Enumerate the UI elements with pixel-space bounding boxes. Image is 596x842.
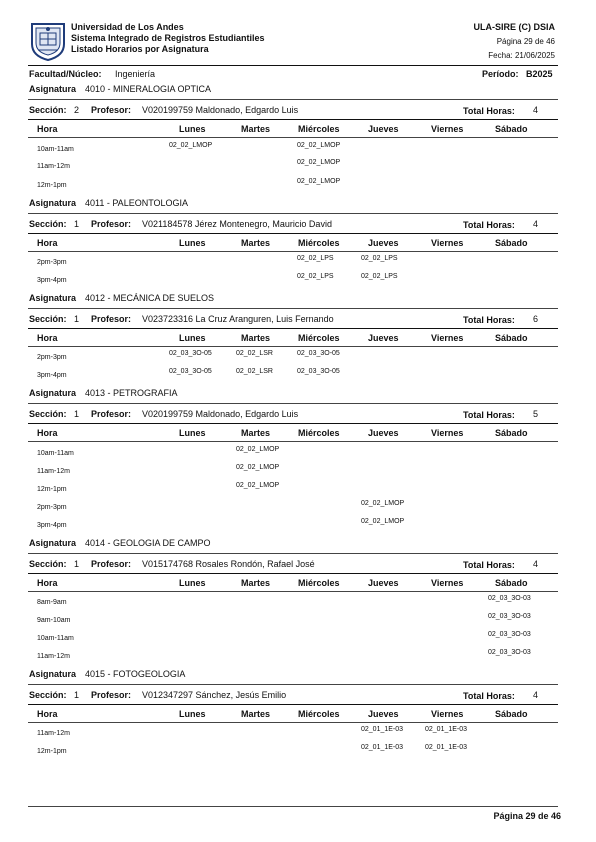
subject-label: Asignatura: [29, 198, 77, 208]
room-cell: 02_02_LMOP: [169, 142, 213, 149]
column-header-0: Hora: [37, 709, 58, 719]
total-hours-label: Total Horas:: [463, 315, 515, 325]
total-hours-value: 4: [533, 219, 539, 229]
column-header-2: Martes: [241, 428, 271, 438]
university-name: Universidad de Los Andes: [71, 22, 184, 32]
room-cell: 02_01_1E-03: [361, 726, 404, 733]
subject-label: Asignatura: [29, 388, 77, 398]
section-divider: [28, 573, 558, 574]
column-header-5: Viernes: [431, 709, 464, 719]
section-divider: [28, 423, 558, 424]
column-header-3: Miércoles: [298, 578, 340, 588]
column-header-2: Martes: [241, 709, 271, 719]
total-hours-value: 4: [533, 559, 539, 569]
column-header-4: Jueves: [368, 238, 399, 248]
room-cell: 02_02_LPS: [361, 255, 398, 262]
column-header-3: Miércoles: [298, 428, 340, 438]
room-cell: 02_02_LMOP: [361, 518, 405, 525]
column-header-6: Sábado: [495, 124, 528, 134]
section-value: 1: [74, 690, 80, 700]
section-label: Sección:: [29, 690, 67, 700]
column-header-6: Sábado: [495, 428, 528, 438]
column-header-1: Lunes: [179, 333, 206, 343]
column-header-3: Miércoles: [298, 238, 340, 248]
total-hours-value: 5: [533, 409, 539, 419]
time-slot: 12m-1pm: [37, 486, 67, 493]
section-value: 1: [74, 409, 80, 419]
period-value: B2025: [526, 69, 553, 79]
column-header-3: Miércoles: [298, 709, 340, 719]
column-header-0: Hora: [37, 578, 58, 588]
section-label: Sección:: [29, 559, 67, 569]
room-cell: 02_02_LMOP: [236, 464, 280, 471]
professor-name: V023723316 La Cruz Aranguren, Luis Fernando: [142, 314, 334, 324]
time-slot: 2pm-3pm: [37, 354, 67, 361]
room-cell: 02_02_LSR: [236, 368, 273, 375]
room-cell: 02_03_3O-03: [488, 631, 531, 638]
subject-divider: [28, 213, 558, 214]
column-header-5: Viernes: [431, 578, 464, 588]
column-header-5: Viernes: [431, 333, 464, 343]
time-slot: 9am-10am: [37, 617, 71, 624]
header-divider: [28, 65, 558, 66]
time-slot: 3pm-4pm: [37, 277, 67, 284]
room-cell: 02_02_LMOP: [297, 178, 341, 185]
column-header-1: Lunes: [179, 428, 206, 438]
room-cell: 02_01_1E-03: [425, 744, 468, 751]
subject-divider: [28, 99, 558, 100]
subject-label: Asignatura: [29, 538, 77, 548]
total-hours-value: 6: [533, 314, 539, 324]
column-header-6: Sábado: [495, 333, 528, 343]
period-label: Período:: [482, 69, 519, 79]
room-cell: 02_02_LMOP: [297, 142, 341, 149]
time-slot: 2pm-3pm: [37, 504, 67, 511]
column-header-3: Miércoles: [298, 333, 340, 343]
column-header-divider: [28, 137, 558, 138]
column-header-2: Martes: [241, 578, 271, 588]
university-seal-icon: [28, 20, 68, 62]
room-cell: 02_01_1E-03: [425, 726, 468, 733]
column-header-divider: [28, 591, 558, 592]
column-header-4: Jueves: [368, 709, 399, 719]
professor-label: Profesor:: [91, 409, 132, 419]
column-header-divider: [28, 346, 558, 347]
column-header-4: Jueves: [368, 578, 399, 588]
subject-name: 4013 - PETROGRAFIA: [85, 388, 178, 398]
time-slot: 11am-12m: [37, 163, 70, 170]
time-slot: 10am-11am: [37, 146, 74, 153]
section-divider: [28, 119, 558, 120]
professor-name: V015174768 Rosales Rondón, Rafael José: [142, 559, 315, 569]
room-cell: 02_03_3O-05: [169, 350, 212, 357]
professor-name: V012347297 Sánchez, Jesús Emilio: [142, 690, 287, 700]
section-label: Sección:: [29, 219, 67, 229]
subject-name: 4010 - MINERALOGIA OPTICA: [85, 84, 212, 94]
room-cell: 02_02_LMOP: [236, 482, 280, 489]
subject-label: Asignatura: [29, 293, 77, 303]
total-hours-label: Total Horas:: [463, 410, 515, 420]
subject-divider: [28, 403, 558, 404]
section-label: Sección:: [29, 314, 67, 324]
section-value: 1: [74, 559, 80, 569]
room-cell: 02_03_3O-05: [169, 368, 212, 375]
section-divider: [28, 233, 558, 234]
professor-name: V021184578 Jérez Montenegro, Mauricio David: [142, 219, 332, 229]
column-header-0: Hora: [37, 428, 58, 438]
professor-label: Profesor:: [91, 219, 132, 229]
total-hours-label: Total Horas:: [463, 106, 515, 116]
time-slot: 10am-11am: [37, 450, 74, 457]
section-value: 1: [74, 219, 80, 229]
column-header-1: Lunes: [179, 709, 206, 719]
section-value: 2: [74, 105, 80, 115]
total-hours-value: 4: [533, 105, 539, 115]
time-slot: 12m-1pm: [37, 182, 67, 189]
subject-name: 4011 - PALEONTOLOGIA: [85, 198, 189, 208]
room-cell: 02_03_3O-03: [488, 613, 531, 620]
column-header-6: Sábado: [495, 709, 528, 719]
professor-name: V020199759 Maldonado, Edgardo Luis: [142, 105, 299, 115]
room-cell: 02_02_LPS: [361, 273, 398, 280]
column-header-4: Jueves: [368, 333, 399, 343]
room-cell: 02_02_LMOP: [236, 446, 280, 453]
section-divider: [28, 328, 558, 329]
room-cell: 02_01_1E-03: [361, 744, 404, 751]
column-header-0: Hora: [37, 238, 58, 248]
column-header-5: Viernes: [431, 124, 464, 134]
column-header-3: Miércoles: [298, 124, 340, 134]
column-header-6: Sábado: [495, 238, 528, 248]
section-label: Sección:: [29, 105, 67, 115]
column-header-0: Hora: [37, 124, 58, 134]
column-header-4: Jueves: [368, 124, 399, 134]
column-header-1: Lunes: [179, 124, 206, 134]
subject-divider: [28, 684, 558, 685]
subject-label: Asignatura: [29, 669, 77, 679]
column-header-1: Lunes: [179, 578, 206, 588]
time-slot: 2pm-3pm: [37, 259, 67, 266]
professor-label: Profesor:: [91, 559, 132, 569]
room-cell: 02_03_3O-03: [488, 649, 531, 656]
time-slot: 11am-12m: [37, 653, 70, 660]
room-cell: 02_03_3O-05: [297, 368, 340, 375]
report-title: Listado Horarios por Asignatura: [71, 44, 209, 54]
subject-name: 4012 - MECÁNICA DE SUELOS: [85, 293, 215, 303]
faculty-value: Ingeniería: [115, 69, 156, 79]
professor-label: Profesor:: [91, 314, 132, 324]
subject-divider: [28, 553, 558, 554]
time-slot: 11am-12m: [37, 730, 70, 737]
subject-name: 4014 - GEOLOGIA DE CAMPO: [85, 538, 211, 548]
room-cell: 02_02_LSR: [236, 350, 273, 357]
column-header-6: Sábado: [495, 578, 528, 588]
subject-name: 4015 - FOTOGEOLOGIA: [85, 669, 186, 679]
footer-divider: [28, 806, 558, 807]
professor-label: Profesor:: [91, 105, 132, 115]
professor-name: V020199759 Maldonado, Edgardo Luis: [142, 409, 299, 419]
column-header-4: Jueves: [368, 428, 399, 438]
time-slot: 11am-12m: [37, 468, 70, 475]
system-name: Sistema Integrado de Registros Estudiantiles: [71, 33, 265, 43]
total-hours-label: Total Horas:: [463, 220, 515, 230]
column-header-5: Viernes: [431, 238, 464, 248]
time-slot: 12m-1pm: [37, 748, 67, 755]
time-slot: 8am-9am: [37, 599, 67, 606]
system-code: ULA-SIRE (C) DSIA: [473, 22, 555, 32]
room-cell: 02_02_LMOP: [297, 159, 341, 166]
section-value: 1: [74, 314, 80, 324]
section-label: Sección:: [29, 409, 67, 419]
room-cell: 02_03_3O-05: [297, 350, 340, 357]
time-slot: 3pm-4pm: [37, 522, 67, 529]
column-header-divider: [28, 441, 558, 442]
total-hours-label: Total Horas:: [463, 691, 515, 701]
faculty-label: Facultad/Núcleo:: [29, 69, 102, 79]
subject-label: Asignatura: [29, 84, 77, 94]
total-hours-label: Total Horas:: [463, 560, 515, 570]
report-date: Fecha: 21/06/2025: [488, 51, 555, 60]
subject-divider: [28, 308, 558, 309]
room-cell: 02_02_LPS: [297, 255, 334, 262]
footer-page-number: Página 29 de 46: [493, 811, 561, 821]
column-header-0: Hora: [37, 333, 58, 343]
page-number: Página 29 de 46: [496, 37, 555, 46]
room-cell: 02_02_LMOP: [361, 500, 405, 507]
professor-label: Profesor:: [91, 690, 132, 700]
room-cell: 02_03_3O-03: [488, 595, 531, 602]
column-header-divider: [28, 251, 558, 252]
room-cell: 02_02_LPS: [297, 273, 334, 280]
column-header-divider: [28, 722, 558, 723]
time-slot: 10am-11am: [37, 635, 74, 642]
column-header-5: Viernes: [431, 428, 464, 438]
total-hours-value: 4: [533, 690, 539, 700]
column-header-2: Martes: [241, 238, 271, 248]
section-divider: [28, 704, 558, 705]
column-header-2: Martes: [241, 124, 271, 134]
time-slot: 3pm-4pm: [37, 372, 67, 379]
column-header-2: Martes: [241, 333, 271, 343]
column-header-1: Lunes: [179, 238, 206, 248]
